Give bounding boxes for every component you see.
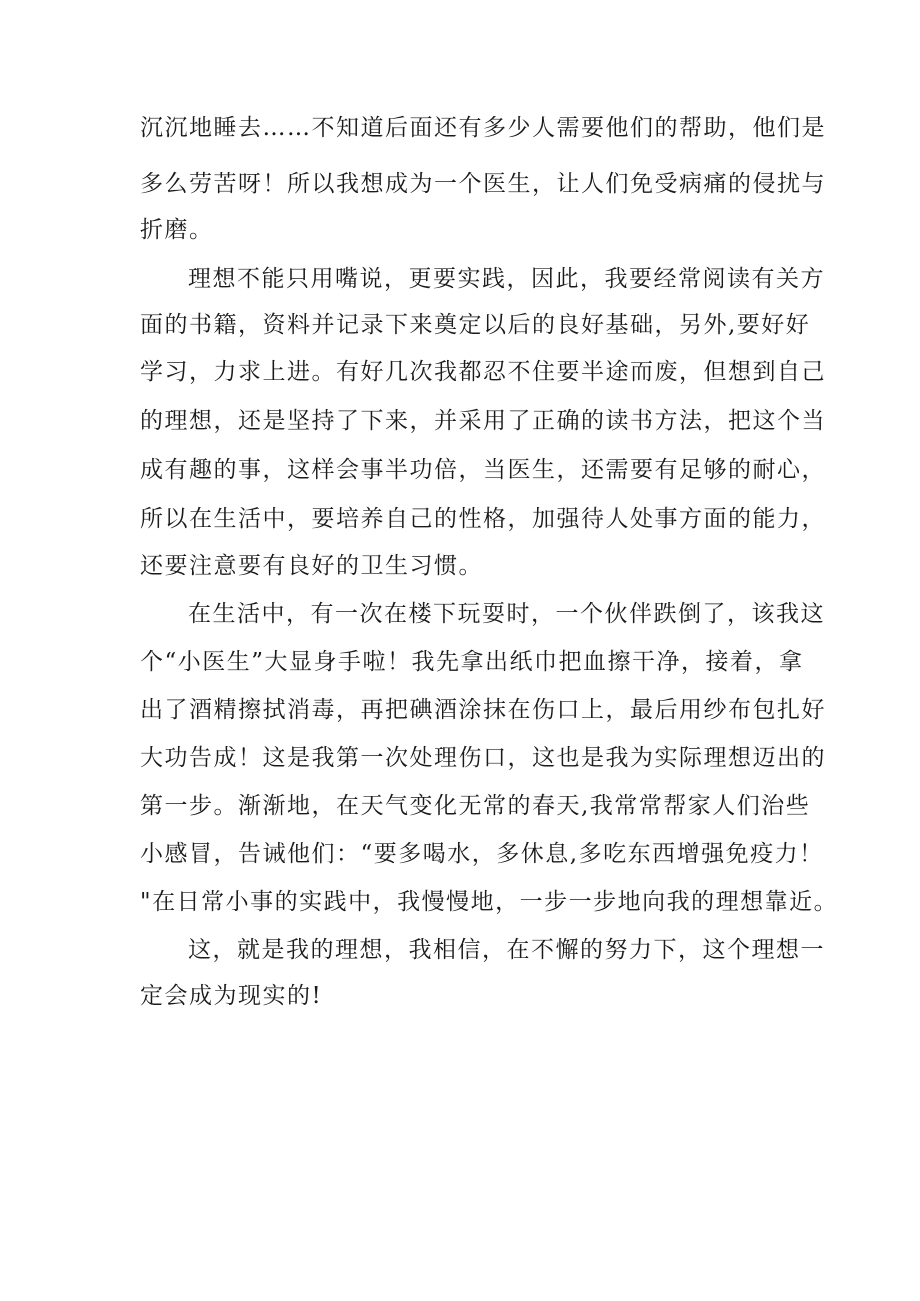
text-line: 大功告成！这是我第一次处理伤口，这也是我为实际理想迈出的 (140, 745, 826, 771)
text-line: 沉沉地睡去……不知道后面还有多少人需要他们的帮助，他们是 (140, 115, 826, 141)
text-line: 学习，力求上进。有好几次我都忍不住要半途而废，但想到自己 (140, 359, 826, 385)
paragraph-start-line: 理想不能只用嘴说，更要实践，因此，我要经常阅读有关方 (188, 266, 825, 292)
text-line: 个“小医生”大显身手啦！我先拿出纸巾把血擦干净，接着，拿 (140, 649, 804, 675)
text-line: 面的书籍，资料并记录下来奠定以后的良好基础，另外,要好好 (140, 312, 811, 338)
text-line: 多么劳苦呀！所以我想成为一个医生，让人们免受病痛的侵扰与 (140, 171, 826, 197)
paragraph-start-line: 这，就是我的理想，我相信，在不懈的努力下，这个理想一 (188, 937, 825, 963)
text-line: 定会成为现实的! (140, 983, 323, 1009)
text-line: 成有趣的事，这样会事半功倍，当医生，还需要有足够的耐心， (140, 457, 826, 483)
text-line: 的理想，还是坚持了下来，并采用了正确的读书方法，把这个当 (140, 408, 826, 434)
text-line: 还要注意要有良好的卫生习惯。 (140, 553, 483, 579)
paragraph-start-line: 在生活中，有一次在楼下玩耍时，一个伙伴跌倒了，该我这 (188, 601, 825, 627)
text-line: 小感冒，告诫他们：“要多喝水，多休息,多吃东西增强免疫力！ (140, 841, 824, 867)
text-line: 出了酒精擦拭消毒，再把碘酒涂抹在伤口上，最后用纱布包扎好 (140, 697, 826, 723)
text-line: 所以在生活中，要培养自己的性格，加强待人处事方面的能力， (140, 506, 826, 532)
text-line: 折磨。 (140, 217, 214, 243)
text-line: 第一步。渐渐地，在天气变化无常的春天,我常常帮家人们治些 (140, 793, 811, 819)
text-line: "在日常小事的实践中，我慢慢地，一步一步地向我的理想靠近。 (140, 889, 839, 915)
